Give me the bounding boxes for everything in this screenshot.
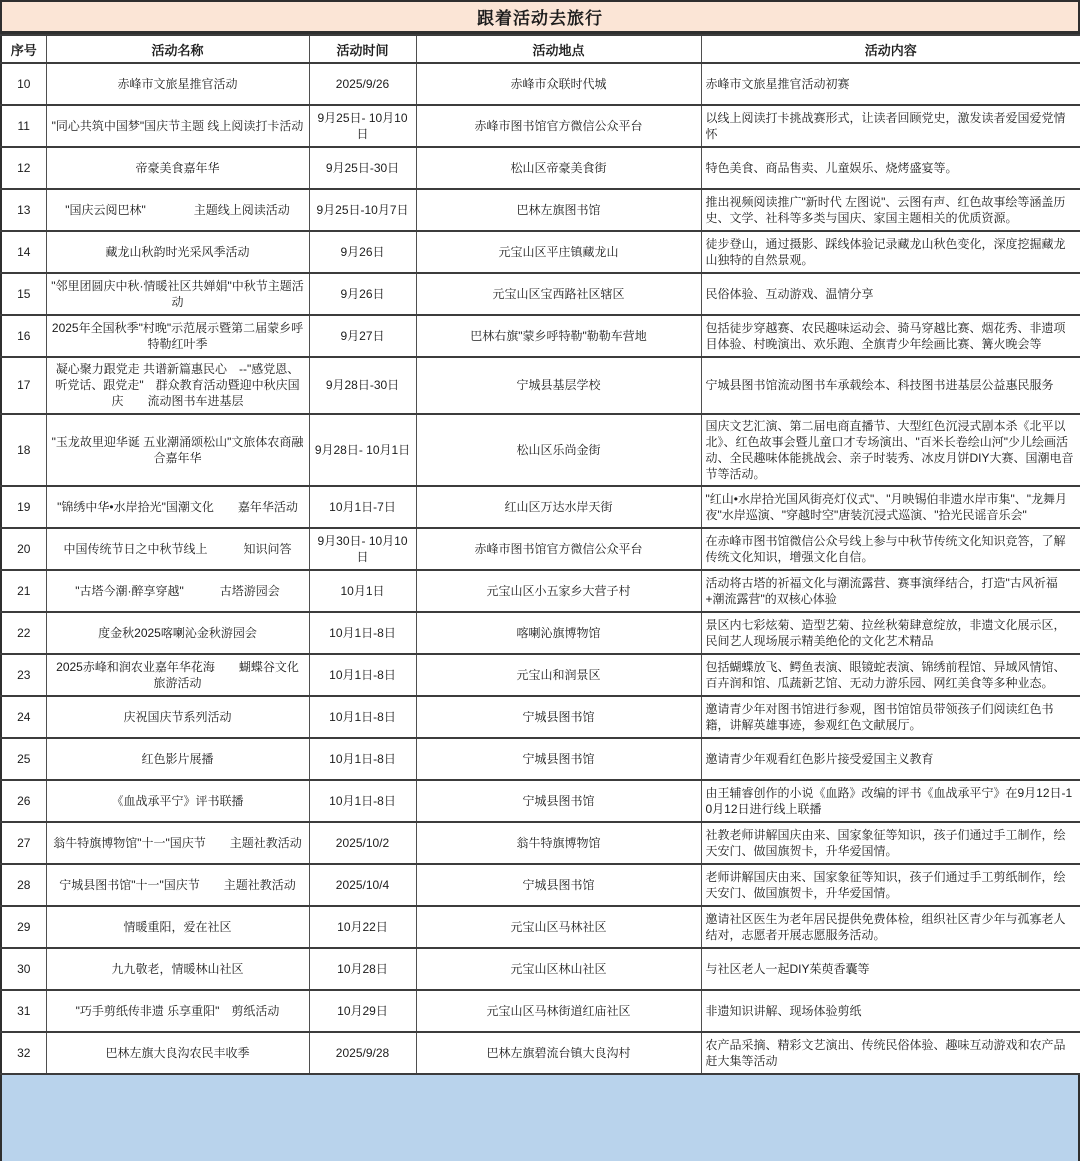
cell-name: "锦绣中华•水岸拾光"国潮文化 嘉年华活动: [46, 486, 309, 528]
table-header-row: [1, 35, 1080, 63]
cell-time: 10月22日: [309, 906, 416, 948]
table-row: [1, 570, 1080, 612]
cell-no: 14: [1, 231, 46, 273]
cell-content: 农产品采摘、精彩文艺演出、传统民俗体验、趣味互动游戏和农产品赶大集等活动: [701, 1032, 1080, 1074]
cell-place: 宁城县图书馆: [416, 738, 701, 780]
table-row: [1, 654, 1080, 696]
cell-name: 藏龙山秋韵时光采风季活动: [46, 231, 309, 273]
cell-name: 度金秋2025喀喇沁金秋游园会: [46, 612, 309, 654]
cell-name: 红色影片展播: [46, 738, 309, 780]
cell-time: 9月25日- 10月10日: [309, 105, 416, 147]
cell-time: 9月28日- 10月1日: [309, 414, 416, 487]
cell-time: 2025/10/4: [309, 864, 416, 906]
cell-content: 活动将古塔的祈福文化与潮流露营、赛事演绎结合，打造"古风祈福+潮流露营"的双核心体验: [701, 570, 1080, 612]
cell-time: 10月1日-8日: [309, 738, 416, 780]
table-row: [1, 273, 1080, 315]
cell-no: 15: [1, 273, 46, 315]
column-header: 活动时间: [309, 35, 416, 63]
cell-time: 9月30日- 10月10日: [309, 528, 416, 570]
table-row: [1, 738, 1080, 780]
cell-name: 庆祝国庆节系列活动: [46, 696, 309, 738]
cell-content: 社教老师讲解国庆由来、国家象征等知识，孩子们通过手工制作，绘天安门、做国旗贺卡，升华爱国情。: [701, 822, 1080, 864]
cell-content: 与社区老人一起DIY茱萸香囊等: [701, 948, 1080, 990]
cell-time: 10月29日: [309, 990, 416, 1032]
cell-place: 元宝山区马林街道红庙社区: [416, 990, 701, 1032]
cell-name: 中国传统节日之中秋节线上 知识问答: [46, 528, 309, 570]
cell-no: 27: [1, 822, 46, 864]
table-row: [1, 357, 1080, 414]
cell-content: 宁城县图书馆流动图书车承载绘本、科技图书进基层公益惠民服务: [701, 357, 1080, 414]
cell-place: 元宝山区林山社区: [416, 948, 701, 990]
cell-no: 26: [1, 780, 46, 822]
table-row: [1, 189, 1080, 231]
cell-no: 19: [1, 486, 46, 528]
cell-content: 在赤峰市图书馆微信公众号线上参与中秋节传统文化知识竞答，了解传统文化知识，增强文化自信。: [701, 528, 1080, 570]
cell-name: "古塔今潮·醉享穿越" 古塔游园会: [46, 570, 309, 612]
cell-content: 非遗知识讲解、现场体验剪纸: [701, 990, 1080, 1032]
cell-time: 10月28日: [309, 948, 416, 990]
cell-no: 20: [1, 528, 46, 570]
cell-no: 30: [1, 948, 46, 990]
cell-no: 25: [1, 738, 46, 780]
next-section-bar: [0, 1075, 1080, 1161]
cell-name: "玉龙故里迎华诞 五业潮涌颂松山"文旅体农商融合嘉年华: [46, 414, 309, 487]
cell-place: 松山区乐尚金街: [416, 414, 701, 487]
cell-no: 16: [1, 315, 46, 357]
cell-time: 10月1日-8日: [309, 696, 416, 738]
activity-table: [0, 34, 1080, 1075]
cell-place: 元宝山区小五家乡大营子村: [416, 570, 701, 612]
table-row: [1, 147, 1080, 189]
cell-name: 情暖重阳，爱在社区: [46, 906, 309, 948]
cell-place: 宁城县图书馆: [416, 864, 701, 906]
cell-place: 元宝山和润景区: [416, 654, 701, 696]
cell-name: 翁牛特旗博物馆"十一"国庆节 主题社教活动: [46, 822, 309, 864]
cell-time: 9月27日: [309, 315, 416, 357]
cell-place: 赤峰市图书馆官方微信公众平台: [416, 528, 701, 570]
column-header: 序号: [1, 35, 46, 63]
cell-place: 宁城县基层学校: [416, 357, 701, 414]
cell-name: 2025赤峰和润农业嘉年华花海 蝴蝶谷文化旅游活动: [46, 654, 309, 696]
cell-content: 邀请社区医生为老年居民提供免费体检，组织社区青少年与孤寡老人结对，志愿者开展志愿服务活动。: [701, 906, 1080, 948]
cell-place: 红山区万达水岸天街: [416, 486, 701, 528]
cell-name: 巴林左旗大良沟农民丰收季: [46, 1032, 309, 1074]
table-row: [1, 948, 1080, 990]
cell-time: 10月1日-8日: [309, 612, 416, 654]
cell-place: 松山区帝豪美食街: [416, 147, 701, 189]
table-row: [1, 864, 1080, 906]
cell-place: 元宝山区宝西路社区辖区: [416, 273, 701, 315]
cell-time: 9月25日-30日: [309, 147, 416, 189]
cell-time: 10月1日-8日: [309, 654, 416, 696]
table-row: [1, 528, 1080, 570]
cell-no: 12: [1, 147, 46, 189]
cell-content: 赤峰市文旅星推官活动初赛: [701, 63, 1080, 105]
table-row: [1, 906, 1080, 948]
cell-time: 2025/9/26: [309, 63, 416, 105]
table-row: [1, 63, 1080, 105]
cell-content: "红山•水岸拾光国风街亮灯仪式"、"月映锡伯非遗水岸市集"、"龙舞月夜"水岸巡演、"穿越时空"唐装沉浸式巡演、"拾光民谣音乐会": [701, 486, 1080, 528]
cell-place: 巴林左旗碧流台镇大良沟村: [416, 1032, 701, 1074]
column-header: 活动内容: [701, 35, 1080, 63]
table-row: [1, 1032, 1080, 1074]
cell-content: 由王辅睿创作的小说《血路》改编的评书《血战承平宁》在9月12日-10月12日进行线上联播: [701, 780, 1080, 822]
cell-name: 帝豪美食嘉年华: [46, 147, 309, 189]
cell-name: "巧手剪纸传非遗 乐享重阳" 剪纸活动: [46, 990, 309, 1032]
cell-place: 宁城县图书馆: [416, 780, 701, 822]
cell-no: 29: [1, 906, 46, 948]
table-row: [1, 105, 1080, 147]
cell-content: 推出视频阅读推广"新时代 左图说"、云图有声、红色故事绘等涵盖历史、文学、社科等多类与国庆、家国主题相关的优质资源。: [701, 189, 1080, 231]
column-header: 活动地点: [416, 35, 701, 63]
cell-time: 2025/10/2: [309, 822, 416, 864]
cell-no: 24: [1, 696, 46, 738]
cell-content: 特色美食、商品售卖、儿童娱乐、烧烤盛宴等。: [701, 147, 1080, 189]
cell-name: 九九敬老，情暖林山社区: [46, 948, 309, 990]
table-row: [1, 231, 1080, 273]
cell-content: 老师讲解国庆由来、国家象征等知识，孩子们通过手工剪纸制作，绘天安门、做国旗贺卡，升华爱国情。: [701, 864, 1080, 906]
cell-place: 赤峰市图书馆官方微信公众平台: [416, 105, 701, 147]
page-title: 跟着活动去旅行: [0, 0, 1080, 34]
cell-place: 宁城县图书馆: [416, 696, 701, 738]
cell-time: 9月26日: [309, 231, 416, 273]
cell-content: 邀请青少年观看红色影片接受爱国主义教育: [701, 738, 1080, 780]
cell-no: 23: [1, 654, 46, 696]
cell-name: 凝心聚力跟党走 共谱新篇惠民心 --"感党恩、听党话、跟党走" 群众教育活动暨迎中秋庆国庆 流动图书车进基层: [46, 357, 309, 414]
table-row: [1, 315, 1080, 357]
cell-content: 包括徒步穿越赛、农民趣味运动会、骑马穿越比赛、烟花秀、非遗项目体验、村晚演出、欢乐跑、全旗青少年绘画比赛、篝火晚会等: [701, 315, 1080, 357]
cell-name: "同心共筑中国梦"国庆节主题 线上阅读打卡活动: [46, 105, 309, 147]
table-row: [1, 486, 1080, 528]
table-row: [1, 414, 1080, 487]
table-row: [1, 612, 1080, 654]
cell-time: 9月26日: [309, 273, 416, 315]
cell-place: 巴林右旗"蒙乡呼特勒"勒勒车营地: [416, 315, 701, 357]
column-header: 活动名称: [46, 35, 309, 63]
cell-time: 2025/9/28: [309, 1032, 416, 1074]
cell-content: 以线上阅读打卡挑战赛形式，让读者回顾党史，激发读者爱国爱党情怀: [701, 105, 1080, 147]
cell-place: 元宝山区马林社区: [416, 906, 701, 948]
cell-name: 2025年全国秋季"村晚"示范展示暨第二届蒙乡呼特勒红叶季: [46, 315, 309, 357]
cell-place: 喀喇沁旗博物馆: [416, 612, 701, 654]
cell-no: 28: [1, 864, 46, 906]
cell-content: 徒步登山，通过摄影、踩线体验记录藏龙山秋色变化，深度挖掘藏龙山独特的自然景观。: [701, 231, 1080, 273]
table-row: [1, 990, 1080, 1032]
table-row: [1, 780, 1080, 822]
cell-no: 31: [1, 990, 46, 1032]
cell-no: 18: [1, 414, 46, 487]
cell-name: "邻里团圆庆中秋·情暖社区共婵娟"中秋节主题活动: [46, 273, 309, 315]
cell-name: 宁城县图书馆"十一"国庆节 主题社教活动: [46, 864, 309, 906]
cell-place: 元宝山区平庄镇藏龙山: [416, 231, 701, 273]
cell-no: 10: [1, 63, 46, 105]
cell-no: 32: [1, 1032, 46, 1074]
cell-content: 邀请青少年对图书馆进行参观，图书馆馆员带领孩子们阅读红色书籍，讲解英雄事迹，参观红色文献展厅。: [701, 696, 1080, 738]
cell-time: 9月28日-30日: [309, 357, 416, 414]
cell-place: 赤峰市众联时代城: [416, 63, 701, 105]
cell-no: 22: [1, 612, 46, 654]
cell-content: 景区内七彩炫菊、造型艺菊、拉丝秋菊肆意绽放，非遗文化展示区，民间艺人现场展示精美绝伦的文化艺术精品: [701, 612, 1080, 654]
cell-no: 17: [1, 357, 46, 414]
table-body: [1, 63, 1080, 1074]
cell-time: 10月1日: [309, 570, 416, 612]
cell-content: 包括蝴蝶放飞、鳄鱼表演、眼镜蛇表演、锦绣前程馆、异域风情馆、百卉润和馆、瓜蔬新艺馆、无动力游乐园、网红美食等多种业态。: [701, 654, 1080, 696]
cell-time: 9月25日-10月7日: [309, 189, 416, 231]
cell-no: 21: [1, 570, 46, 612]
cell-name: 赤峰市文旅星推官活动: [46, 63, 309, 105]
cell-content: 国庆文艺汇演、第二届电商直播节、大型红色沉浸式剧本杀《北平以北》、红色故事会暨儿童口才专场演出、"百米长卷绘山河"少儿绘画活动、全民趣味体能挑战会、亲子时装秀、冰皮月饼DIY大赛、国潮电音节等活动。: [701, 414, 1080, 487]
cell-place: 翁牛特旗博物馆: [416, 822, 701, 864]
cell-name: "国庆云阅巴林" 主题线上阅读活动: [46, 189, 309, 231]
cell-time: 10月1日-8日: [309, 780, 416, 822]
cell-content: 民俗体验、互动游戏、温情分享: [701, 273, 1080, 315]
cell-no: 11: [1, 105, 46, 147]
table-row: [1, 696, 1080, 738]
table-row: [1, 822, 1080, 864]
cell-place: 巴林左旗图书馆: [416, 189, 701, 231]
cell-time: 10月1日-7日: [309, 486, 416, 528]
cell-no: 13: [1, 189, 46, 231]
cell-name: 《血战承平宁》评书联播: [46, 780, 309, 822]
